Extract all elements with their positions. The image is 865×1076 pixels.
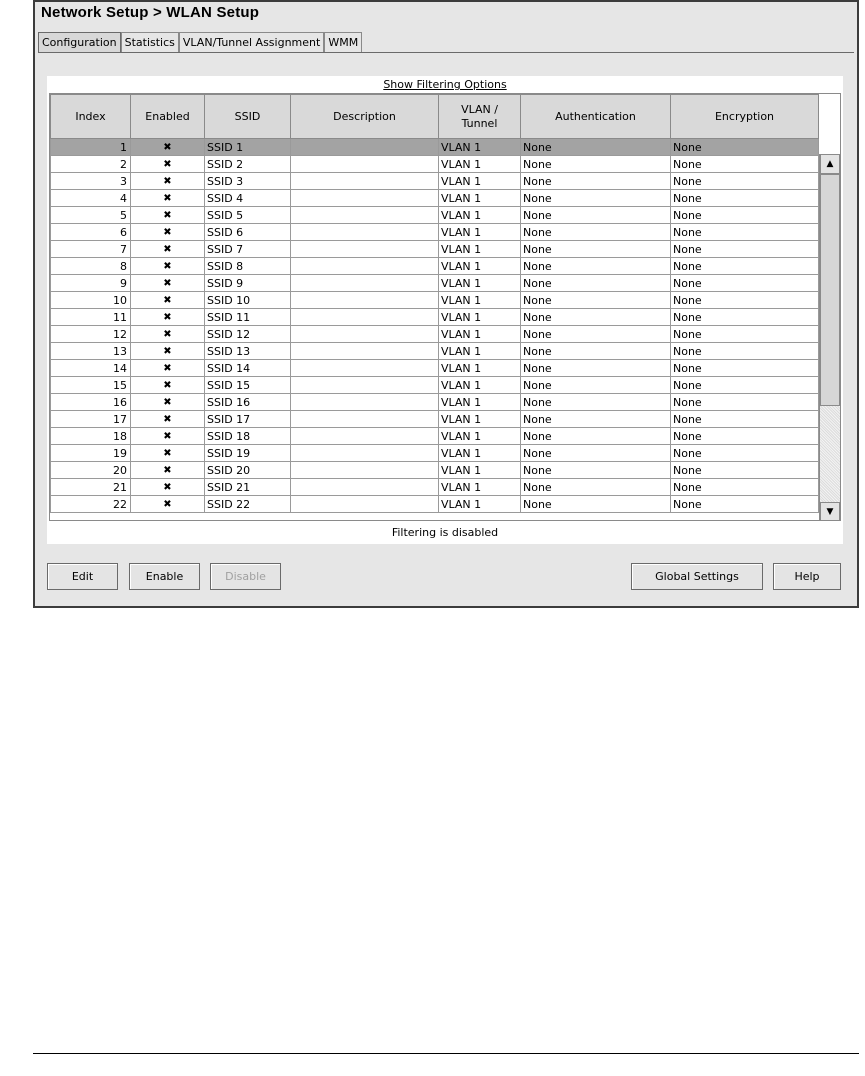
cell-description [291, 377, 439, 394]
cell-authentication: None [521, 139, 671, 156]
cell-encryption: None [671, 479, 819, 496]
cell-encryption: None [671, 292, 819, 309]
cell-ssid: SSID 15 [205, 377, 291, 394]
table-row[interactable] [51, 241, 819, 258]
scroll-up-icon[interactable]: ▲ [820, 154, 840, 174]
cell-index: 21 [51, 479, 131, 496]
cell-ssid: SSID 16 [205, 394, 291, 411]
cell-index: 17 [51, 411, 131, 428]
cell-description [291, 411, 439, 428]
cell-description [291, 139, 439, 156]
help-button[interactable]: Help [773, 563, 841, 590]
cell-enabled: ✖ [131, 496, 205, 513]
table-row[interactable] [51, 394, 819, 411]
cell-authentication: None [521, 275, 671, 292]
tab-vlan-tunnel-assignment[interactable]: VLAN/Tunnel Assignment [179, 32, 324, 52]
cell-authentication: None [521, 224, 671, 241]
cell-vlan: VLAN 1 [439, 428, 521, 445]
cell-vlan: VLAN 1 [439, 173, 521, 190]
cell-encryption: None [671, 360, 819, 377]
enable-button[interactable]: Enable [129, 563, 200, 590]
cell-ssid: SSID 10 [205, 292, 291, 309]
cell-encryption: None [671, 139, 819, 156]
cell-ssid: SSID 8 [205, 258, 291, 275]
cell-ssid: SSID 22 [205, 496, 291, 513]
cell-index: 1 [51, 139, 131, 156]
content-panel [47, 76, 843, 544]
tab-wmm[interactable]: WMM [324, 32, 362, 52]
cell-encryption: None [671, 428, 819, 445]
table-row[interactable] [51, 360, 819, 377]
cell-vlan: VLAN 1 [439, 326, 521, 343]
table-row[interactable] [51, 462, 819, 479]
cell-description [291, 326, 439, 343]
cell-authentication: None [521, 190, 671, 207]
cell-ssid: SSID 6 [205, 224, 291, 241]
cell-encryption: None [671, 224, 819, 241]
table-row[interactable] [51, 377, 819, 394]
scroll-down-icon[interactable]: ▼ [820, 502, 840, 521]
cell-authentication: None [521, 258, 671, 275]
table-row[interactable] [51, 207, 819, 224]
table-body [51, 139, 819, 513]
cell-index: 5 [51, 207, 131, 224]
cell-vlan: VLAN 1 [439, 224, 521, 241]
cell-enabled: ✖ [131, 309, 205, 326]
cell-encryption: None [671, 462, 819, 479]
table-row[interactable] [51, 479, 819, 496]
cell-index: 19 [51, 445, 131, 462]
cell-index: 15 [51, 377, 131, 394]
cell-vlan: VLAN 1 [439, 462, 521, 479]
show-filtering-options-link[interactable]: Show Filtering Options [383, 78, 507, 91]
cell-description [291, 224, 439, 241]
cell-authentication: None [521, 343, 671, 360]
cell-index: 2 [51, 156, 131, 173]
tab-divider [38, 52, 854, 53]
wlan-table-grid [50, 94, 819, 513]
table-row[interactable] [51, 224, 819, 241]
cell-ssid: SSID 5 [205, 207, 291, 224]
cell-vlan: VLAN 1 [439, 445, 521, 462]
cell-description [291, 343, 439, 360]
cell-authentication: None [521, 309, 671, 326]
column-header-ssid[interactable]: SSID [205, 95, 291, 139]
cell-description [291, 173, 439, 190]
cell-index: 4 [51, 190, 131, 207]
cell-encryption: None [671, 309, 819, 326]
cell-vlan: VLAN 1 [439, 479, 521, 496]
cell-description [291, 428, 439, 445]
cell-enabled: ✖ [131, 241, 205, 258]
cell-description [291, 258, 439, 275]
cell-authentication: None [521, 411, 671, 428]
cell-authentication: None [521, 156, 671, 173]
cell-vlan: VLAN 1 [439, 241, 521, 258]
cell-authentication: None [521, 241, 671, 258]
table-row[interactable] [51, 258, 819, 275]
cell-authentication: None [521, 207, 671, 224]
cell-vlan: VLAN 1 [439, 275, 521, 292]
cell-index: 11 [51, 309, 131, 326]
table-row[interactable] [51, 139, 819, 156]
cell-enabled: ✖ [131, 207, 205, 224]
column-header-encryption[interactable]: Encryption [671, 95, 819, 139]
table-row[interactable] [51, 343, 819, 360]
cell-encryption: None [671, 394, 819, 411]
table-row[interactable] [51, 173, 819, 190]
cell-description [291, 479, 439, 496]
tab-configuration[interactable]: Configuration [38, 32, 121, 52]
cell-ssid: SSID 2 [205, 156, 291, 173]
cell-authentication: None [521, 394, 671, 411]
cell-description [291, 309, 439, 326]
cell-encryption: None [671, 377, 819, 394]
table-header-row [51, 95, 819, 139]
tab-statistics[interactable]: Statistics [121, 32, 179, 52]
cell-encryption: None [671, 326, 819, 343]
cell-enabled: ✖ [131, 156, 205, 173]
cell-encryption: None [671, 445, 819, 462]
cell-enabled: ✖ [131, 224, 205, 241]
cell-enabled: ✖ [131, 190, 205, 207]
column-header-authentication[interactable]: Authentication [521, 95, 671, 139]
tab-bar [38, 32, 362, 52]
cell-description [291, 360, 439, 377]
table-row[interactable] [51, 190, 819, 207]
cell-ssid: SSID 18 [205, 428, 291, 445]
cell-enabled: ✖ [131, 445, 205, 462]
cell-ssid: SSID 7 [205, 241, 291, 258]
table-row[interactable] [51, 309, 819, 326]
cell-description [291, 445, 439, 462]
cell-authentication: None [521, 462, 671, 479]
cell-ssid: SSID 4 [205, 190, 291, 207]
cell-encryption: None [671, 258, 819, 275]
cell-enabled: ✖ [131, 292, 205, 309]
cell-vlan: VLAN 1 [439, 377, 521, 394]
cell-enabled: ✖ [131, 377, 205, 394]
cell-ssid: SSID 17 [205, 411, 291, 428]
cell-authentication: None [521, 360, 671, 377]
table-row[interactable] [51, 411, 819, 428]
cell-ssid: SSID 3 [205, 173, 291, 190]
cell-vlan: VLAN 1 [439, 190, 521, 207]
cell-index: 22 [51, 496, 131, 513]
cell-description [291, 496, 439, 513]
cell-ssid: SSID 19 [205, 445, 291, 462]
cell-description [291, 241, 439, 258]
cell-enabled: ✖ [131, 343, 205, 360]
edit-button[interactable]: Edit [47, 563, 118, 590]
cell-ssid: SSID 13 [205, 343, 291, 360]
cell-index: 8 [51, 258, 131, 275]
cell-authentication: None [521, 428, 671, 445]
cell-description [291, 190, 439, 207]
cell-enabled: ✖ [131, 411, 205, 428]
cell-index: 6 [51, 224, 131, 241]
cell-description [291, 207, 439, 224]
column-header-description[interactable]: Description [291, 95, 439, 139]
cell-vlan: VLAN 1 [439, 496, 521, 513]
cell-vlan: VLAN 1 [439, 258, 521, 275]
cell-authentication: None [521, 173, 671, 190]
scrollbar-thumb[interactable] [820, 174, 840, 406]
cell-description [291, 275, 439, 292]
cell-encryption: None [671, 411, 819, 428]
cell-vlan: VLAN 1 [439, 309, 521, 326]
cell-vlan: VLAN 1 [439, 394, 521, 411]
cell-vlan: VLAN 1 [439, 292, 521, 309]
table-row[interactable] [51, 496, 819, 513]
cell-enabled: ✖ [131, 139, 205, 156]
wlan-setup-window [33, 0, 859, 608]
cell-authentication: None [521, 326, 671, 343]
cell-enabled: ✖ [131, 326, 205, 343]
cell-index: 7 [51, 241, 131, 258]
cell-encryption: None [671, 190, 819, 207]
cell-vlan: VLAN 1 [439, 207, 521, 224]
cell-index: 18 [51, 428, 131, 445]
cell-vlan: VLAN 1 [439, 139, 521, 156]
cell-authentication: None [521, 377, 671, 394]
cell-vlan: VLAN 1 [439, 411, 521, 428]
cell-ssid: SSID 21 [205, 479, 291, 496]
cell-authentication: None [521, 479, 671, 496]
column-header-index[interactable]: Index [51, 95, 131, 139]
global-settings-button[interactable]: Global Settings [631, 563, 763, 590]
column-header-vlan-tunnel[interactable]: VLAN / Tunnel [439, 95, 521, 139]
cell-index: 14 [51, 360, 131, 377]
cell-description [291, 462, 439, 479]
cell-enabled: ✖ [131, 479, 205, 496]
table-row[interactable] [51, 428, 819, 445]
cell-enabled: ✖ [131, 360, 205, 377]
cell-authentication: None [521, 445, 671, 462]
table-row[interactable] [51, 156, 819, 173]
cell-enabled: ✖ [131, 275, 205, 292]
cell-index: 9 [51, 275, 131, 292]
cell-ssid: SSID 20 [205, 462, 291, 479]
cell-ssid: SSID 11 [205, 309, 291, 326]
cell-vlan: VLAN 1 [439, 360, 521, 377]
table-row[interactable] [51, 292, 819, 309]
cell-ssid: SSID 1 [205, 139, 291, 156]
page-title: Network Setup > WLAN Setup [41, 4, 260, 21]
cell-description [291, 156, 439, 173]
cell-ssid: SSID 9 [205, 275, 291, 292]
column-header-enabled[interactable]: Enabled [131, 95, 205, 139]
cell-encryption: None [671, 173, 819, 190]
cell-encryption: None [671, 275, 819, 292]
cell-enabled: ✖ [131, 462, 205, 479]
cell-description [291, 394, 439, 411]
table-row[interactable] [51, 445, 819, 462]
cell-enabled: ✖ [131, 173, 205, 190]
cell-enabled: ✖ [131, 394, 205, 411]
filtering-status: Filtering is disabled [391, 526, 499, 539]
cell-vlan: VLAN 1 [439, 156, 521, 173]
cell-ssid: SSID 14 [205, 360, 291, 377]
cell-authentication: None [521, 496, 671, 513]
cell-description [291, 292, 439, 309]
cell-encryption: None [671, 207, 819, 224]
cell-index: 3 [51, 173, 131, 190]
table-row[interactable] [51, 326, 819, 343]
page-bottom-rule [33, 1053, 859, 1054]
cell-encryption: None [671, 156, 819, 173]
cell-enabled: ✖ [131, 258, 205, 275]
cell-index: 13 [51, 343, 131, 360]
table-row[interactable] [51, 275, 819, 292]
disable-button[interactable]: Disable [210, 563, 281, 590]
cell-authentication: None [521, 292, 671, 309]
cell-index: 16 [51, 394, 131, 411]
cell-ssid: SSID 12 [205, 326, 291, 343]
wlan-table [49, 93, 841, 521]
cell-vlan: VLAN 1 [439, 343, 521, 360]
cell-encryption: None [671, 241, 819, 258]
cell-enabled: ✖ [131, 428, 205, 445]
cell-encryption: None [671, 496, 819, 513]
vertical-scrollbar[interactable] [819, 154, 840, 521]
cell-index: 12 [51, 326, 131, 343]
cell-index: 20 [51, 462, 131, 479]
cell-encryption: None [671, 343, 819, 360]
cell-index: 10 [51, 292, 131, 309]
